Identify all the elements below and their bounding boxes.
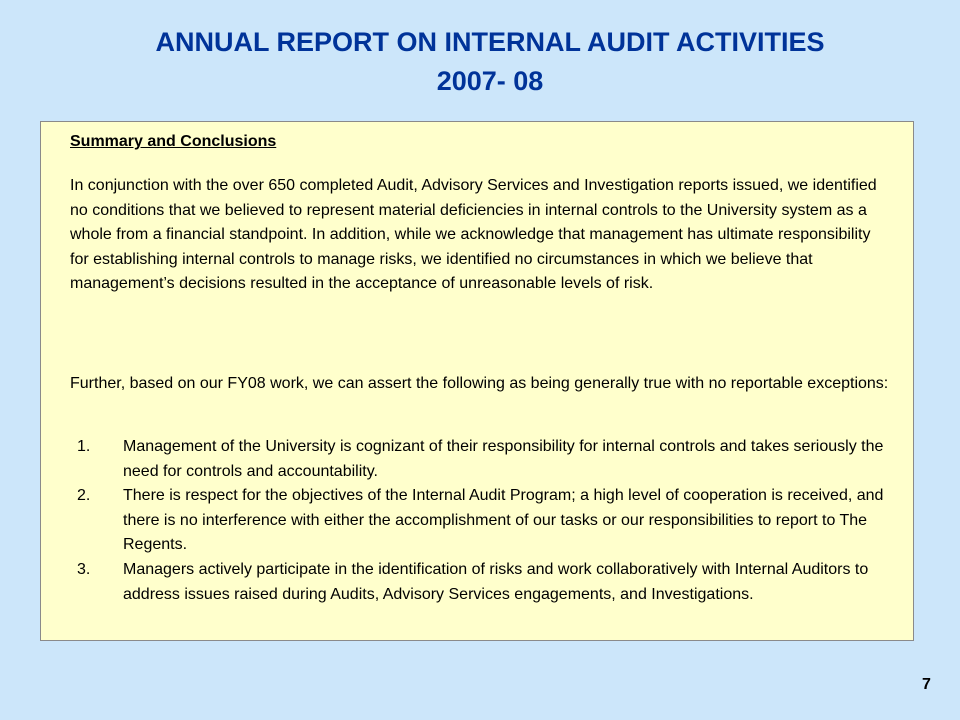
summary-heading: Summary and Conclusions — [70, 133, 277, 150]
list-item-number: 2. — [77, 487, 91, 505]
list-item — [77, 558, 897, 607]
page-title: ANNUAL REPORT ON INTERNAL AUDIT ACTIVITIES — [155, 27, 825, 57]
page-number: 7 — [922, 676, 931, 693]
list-item-number: 3. — [77, 560, 91, 578]
list-item — [77, 435, 897, 484]
summary-paragraph-1: In conjunction with the over 650 completed Audit, Advisory Services and Investigation reports issued, we identified no conditions that we believed to represent material deficiencies in internal controls to the University system as a whole from a financial standpoint. In addition, while we acknowledge that management has ultimate responsibility for establishing internal controls to manage risks, we identified no circumstances in which we believe that management’s decisions resulted in the acceptance of unreasonable levels of risk. — [70, 177, 877, 293]
summary-box — [40, 121, 914, 641]
list-item-text: There is respect for the objectives of the Internal Audit Program; a high level of cooperation is received, and there is no interference with either the accomplishment of our tasks or our responsibilities to report to The Regents. — [123, 487, 884, 554]
assertions-list — [77, 435, 897, 607]
report-year: 2007- 08 — [436, 66, 544, 96]
list-item-number: 1. — [77, 438, 91, 455]
summary-paragraph-2: Further, based on our FY08 work, we can assert the following as being generally true with no reportable exceptions: — [70, 375, 889, 392]
list-item — [77, 484, 897, 558]
list-item-text: Managers actively participate in the identification of risks and work collaboratively with Internal Auditors to address issues raised during Audits, Advisory Services engagements, and Investigations. — [123, 560, 869, 603]
list-item-text: Management of the University is cognizant of their responsibility for internal controls and takes seriously the need for controls and accountability. — [123, 438, 884, 480]
